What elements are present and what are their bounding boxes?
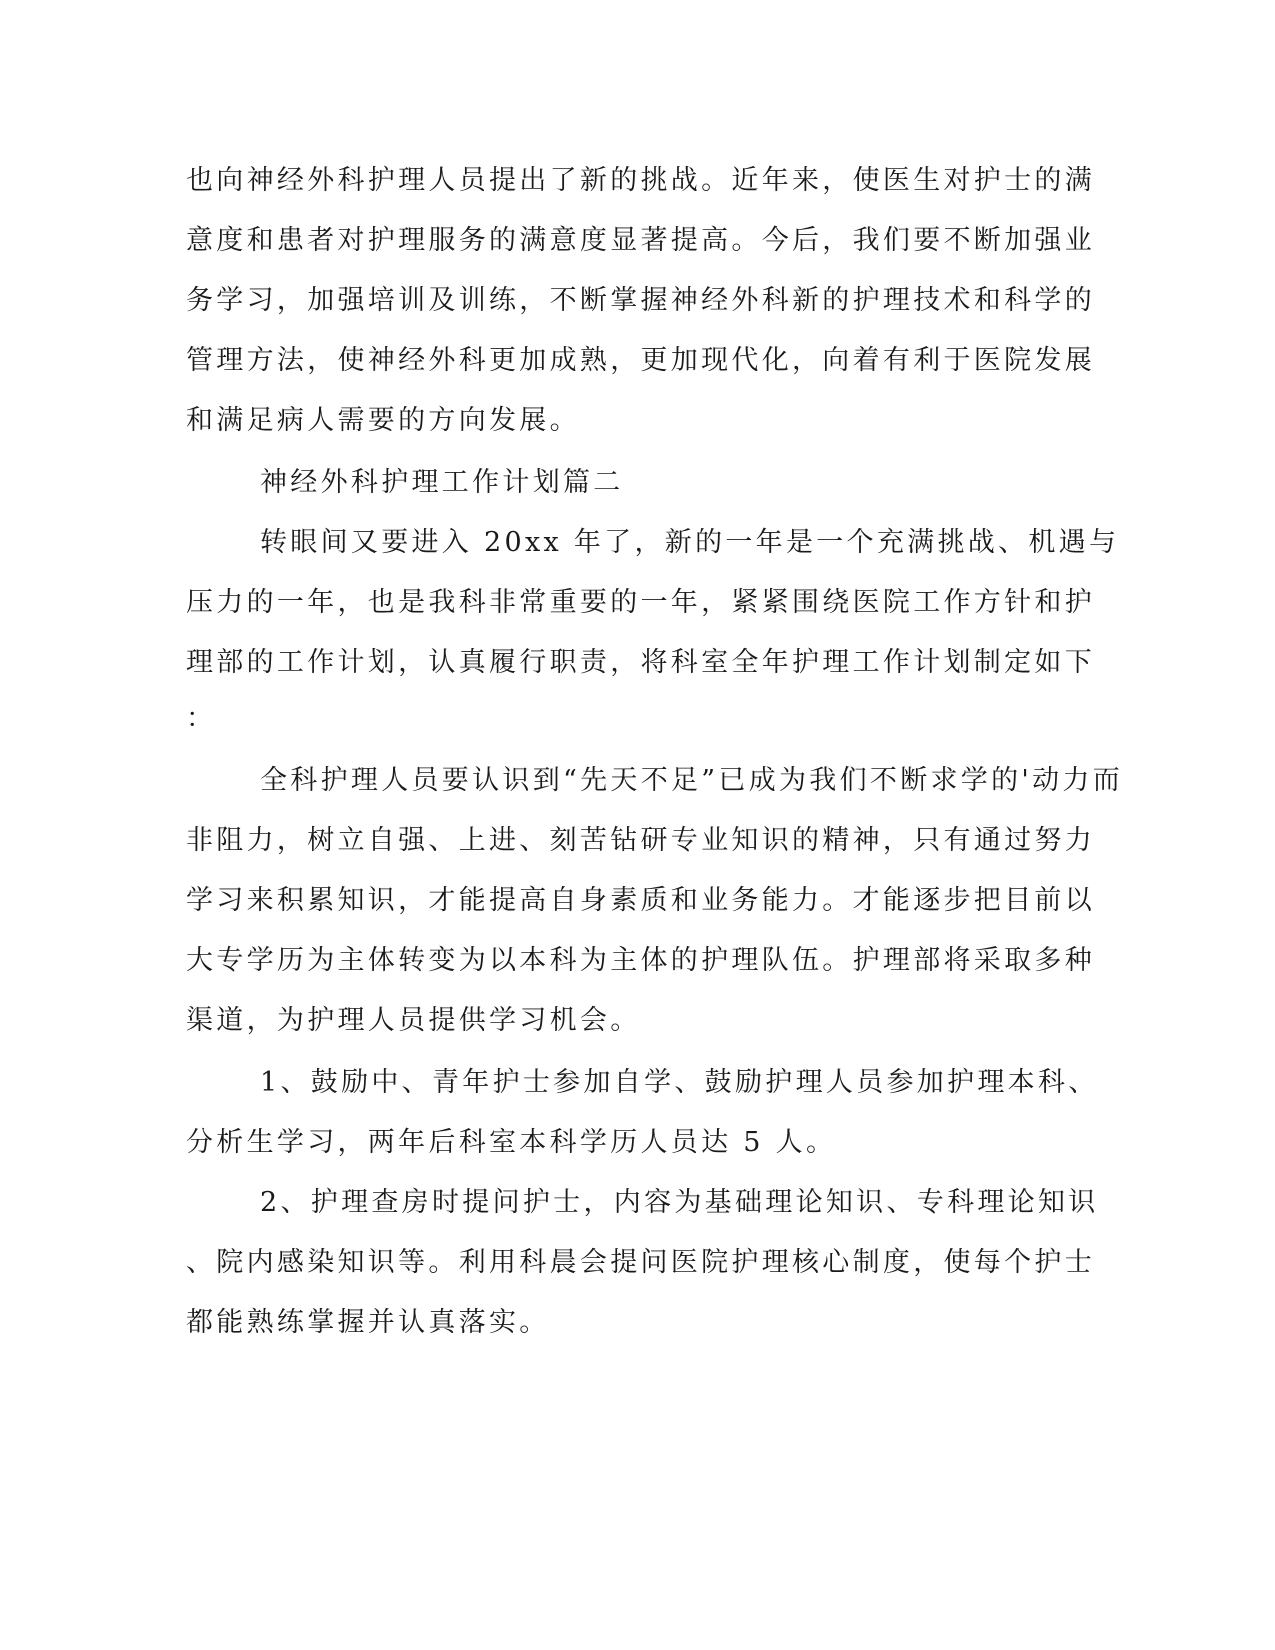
text-line: 务学习，加强培训及训练，不断掌握神经外科新的护理技术和科学的 bbox=[186, 285, 1095, 316]
text-line: 全科护理人员要认识到“先天不足”已成为我们不断求学的'动力而 bbox=[260, 765, 1124, 796]
text-line: 、院内感染知识等。利用科晨会提问医院护理核心制度，使每个护士 bbox=[186, 1247, 1095, 1278]
text-line: 都能熟练掌握并认真落实。 bbox=[186, 1307, 550, 1338]
list-item: 1、鼓励中、青年护士参加自学、鼓励护理人员参加护理本科、 bbox=[260, 1067, 1099, 1098]
list-item: 2、护理查房时提问护士，内容为基础理论知识、专科理论知识 bbox=[260, 1187, 1099, 1218]
text-line: 渠道，为护理人员提供学习机会。 bbox=[186, 1005, 641, 1036]
section-heading: 神经外科护理工作计划篇二 bbox=[260, 467, 624, 498]
text-line: 和满足病人需要的方向发展。 bbox=[186, 405, 580, 436]
text-line: 也向神经外科护理人员提出了新的挑战。近年来，使医生对护士的满 bbox=[186, 165, 1095, 196]
text-line: 非阻力，树立自强、上进、刻苦钻研专业知识的精神，只有通过努力 bbox=[186, 825, 1095, 856]
text-line: ： bbox=[186, 703, 217, 734]
text-line: 大专学历为主体转变为以本科为主体的护理队伍。护理部将采取多种 bbox=[186, 945, 1095, 976]
text-line: 意度和患者对护理服务的满意度显著提高。今后，我们要不断加强业 bbox=[186, 225, 1095, 256]
text-line: 管理方法，使神经外科更加成熟，更加现代化，向着有利于医院发展 bbox=[186, 345, 1095, 376]
text-line: 分析生学习，两年后科室本科学历人员达 5 人。 bbox=[186, 1127, 837, 1158]
text-line: 学习来积累知识，才能提高自身素质和业务能力。才能逐步把目前以 bbox=[186, 885, 1095, 916]
text-line: 压力的一年，也是我科非常重要的一年，紧紧围绕医院工作方针和护 bbox=[186, 587, 1095, 618]
text-line: 理部的工作计划，认真履行职责，将科室全年护理工作计划制定如下 bbox=[186, 647, 1095, 678]
text-line: 转眼间又要进入 20xx 年了，新的一年是一个充满挑战、机遇与 bbox=[260, 527, 1120, 558]
